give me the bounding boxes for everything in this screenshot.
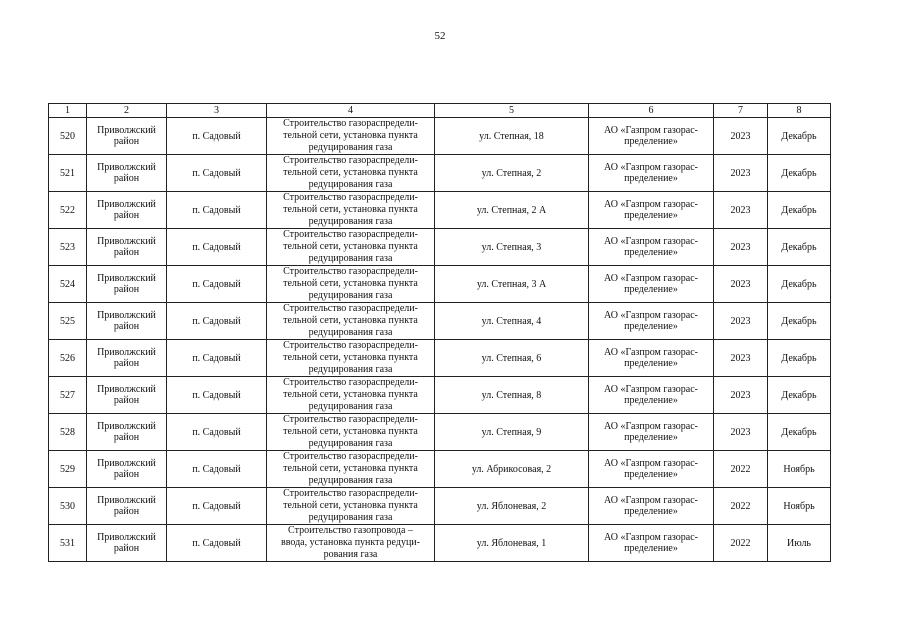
year-cell: 2023 [714, 377, 768, 414]
work-description-cell [267, 266, 435, 303]
year-cell: 2023 [714, 192, 768, 229]
work-description-cell-line: рования газа [323, 549, 378, 560]
district-cell [87, 192, 167, 229]
organization-cell-line: пределение» [624, 395, 678, 406]
address-cell: ул. Степная, 3 [435, 229, 589, 266]
organization-cell-line: пределение» [624, 506, 678, 517]
settlement-cell: п. Садовый [167, 451, 267, 488]
address-cell: ул. Яблоневая, 1 [435, 525, 589, 562]
organization-cell-line: АО «Газпром газорас- [604, 236, 698, 247]
settlement-cell: п. Садовый [167, 414, 267, 451]
work-description-cell-line: редуцирования газа [308, 364, 393, 375]
year-cell: 2023 [714, 155, 768, 192]
row-number-cell: 531 [49, 525, 87, 562]
table-row [49, 229, 831, 266]
work-description-cell [267, 155, 435, 192]
organization-cell-line: пределение» [624, 247, 678, 258]
organization-cell-line: АО «Газпром газорас- [604, 458, 698, 469]
work-description-cell-line: Строительство газораспредели- [283, 192, 418, 203]
month-cell: Декабрь [768, 229, 831, 266]
work-description-cell [267, 414, 435, 451]
organization-cell-line: пределение» [624, 543, 678, 554]
organization-cell [589, 266, 714, 303]
work-description-cell [267, 229, 435, 266]
organization-cell [589, 525, 714, 562]
work-description-cell [267, 377, 435, 414]
month-cell: Июль [768, 525, 831, 562]
organization-cell-line: АО «Газпром газорас- [604, 273, 698, 284]
month-cell: Ноябрь [768, 451, 831, 488]
work-description-cell-line: Строительство газораспредели- [283, 155, 418, 166]
month-cell: Декабрь [768, 192, 831, 229]
settlement-cell: п. Садовый [167, 192, 267, 229]
settlement-cell: п. Садовый [167, 377, 267, 414]
work-description-cell-line: тельной сети, установка пункта [283, 315, 418, 326]
district-cell-line: Приволжский [97, 125, 156, 136]
table-row [49, 155, 831, 192]
column-header: 6 [589, 104, 714, 118]
row-number-cell: 520 [49, 118, 87, 155]
work-description-cell-line: Строительство газораспредели- [283, 118, 418, 129]
district-cell-line: район [113, 395, 140, 406]
year-cell: 2023 [714, 303, 768, 340]
table-row [49, 414, 831, 451]
district-cell-line: район [113, 136, 140, 147]
work-description-cell-line: редуцирования газа [308, 438, 393, 449]
district-cell-line: район [113, 173, 140, 184]
district-cell-line: район [113, 210, 140, 221]
table-header-row [49, 104, 831, 118]
column-header: 2 [87, 104, 167, 118]
organization-cell-line: пределение» [624, 136, 678, 147]
district-cell [87, 118, 167, 155]
row-number-cell: 526 [49, 340, 87, 377]
row-number-cell: 523 [49, 229, 87, 266]
work-description-cell-line: Строительство газораспредели- [283, 340, 418, 351]
address-cell: ул. Степная, 8 [435, 377, 589, 414]
organization-cell [589, 118, 714, 155]
district-cell-line: Приволжский [97, 421, 156, 432]
work-description-cell-line: редуцирования газа [308, 327, 393, 338]
district-cell-line: Приволжский [97, 495, 156, 506]
district-cell-line: район [113, 506, 140, 517]
district-cell [87, 155, 167, 192]
work-description-cell-line: тельной сети, установка пункта [283, 241, 418, 252]
settlement-cell: п. Садовый [167, 488, 267, 525]
address-cell: ул. Абрикосовая, 2 [435, 451, 589, 488]
column-header: 3 [167, 104, 267, 118]
work-description-cell [267, 118, 435, 155]
table-row [49, 377, 831, 414]
district-cell-line: Приволжский [97, 236, 156, 247]
address-cell: ул. Степная, 2 А [435, 192, 589, 229]
district-cell [87, 377, 167, 414]
work-description-cell-line: ввода, установка пункта редуци- [281, 537, 420, 548]
work-description-cell-line: тельной сети, установка пункта [283, 130, 418, 141]
year-cell: 2023 [714, 266, 768, 303]
address-cell: ул. Степная, 9 [435, 414, 589, 451]
row-number-cell: 521 [49, 155, 87, 192]
work-description-cell-line: тельной сети, установка пункта [283, 500, 418, 511]
work-description-cell-line: Строительство газораспредели- [283, 266, 418, 277]
table-row [49, 488, 831, 525]
district-cell [87, 414, 167, 451]
settlement-cell: п. Садовый [167, 525, 267, 562]
address-cell: ул. Степная, 4 [435, 303, 589, 340]
gasification-table [48, 103, 831, 562]
district-cell-line: Приволжский [97, 384, 156, 395]
row-number-cell: 524 [49, 266, 87, 303]
district-cell [87, 340, 167, 377]
row-number-cell: 525 [49, 303, 87, 340]
month-cell: Декабрь [768, 155, 831, 192]
work-description-cell-line: Строительство газопровода – [288, 525, 413, 536]
organization-cell [589, 451, 714, 488]
table-row [49, 192, 831, 229]
district-cell-line: район [113, 358, 140, 369]
organization-cell-line: пределение» [624, 358, 678, 369]
district-cell-line: район [113, 469, 140, 480]
month-cell: Декабрь [768, 377, 831, 414]
work-description-cell-line: тельной сети, установка пункта [283, 352, 418, 363]
work-description-cell-line: редуцирования газа [308, 512, 393, 523]
district-cell [87, 303, 167, 340]
work-description-cell-line: Строительство газораспредели- [283, 229, 418, 240]
column-header: 7 [714, 104, 768, 118]
work-description-cell-line: редуцирования газа [308, 253, 393, 264]
page-number: 52 [434, 30, 446, 42]
district-cell [87, 229, 167, 266]
column-header: 4 [267, 104, 435, 118]
work-description-cell [267, 451, 435, 488]
work-description-cell-line: Строительство газораспредели- [283, 303, 418, 314]
district-cell-line: Приволжский [97, 199, 156, 210]
organization-cell-line: пределение» [624, 432, 678, 443]
year-cell: 2022 [714, 451, 768, 488]
settlement-cell: п. Садовый [167, 118, 267, 155]
work-description-cell-line: Строительство газораспредели- [283, 414, 418, 425]
month-cell: Декабрь [768, 118, 831, 155]
district-cell-line: Приволжский [97, 532, 156, 543]
district-cell [87, 451, 167, 488]
district-cell-line: Приволжский [97, 347, 156, 358]
month-cell: Ноябрь [768, 488, 831, 525]
work-description-cell-line: тельной сети, установка пункта [283, 167, 418, 178]
month-cell: Декабрь [768, 340, 831, 377]
column-header: 5 [435, 104, 589, 118]
table-row [49, 451, 831, 488]
organization-cell [589, 192, 714, 229]
row-number-cell: 522 [49, 192, 87, 229]
district-cell-line: район [113, 321, 140, 332]
row-number-cell: 529 [49, 451, 87, 488]
table-row [49, 266, 831, 303]
district-cell-line: район [113, 543, 140, 554]
table-row [49, 525, 831, 562]
year-cell: 2023 [714, 340, 768, 377]
work-description-cell-line: тельной сети, установка пункта [283, 204, 418, 215]
organization-cell [589, 414, 714, 451]
organization-cell-line: АО «Газпром газорас- [604, 347, 698, 358]
organization-cell-line: АО «Газпром газорас- [604, 421, 698, 432]
address-cell: ул. Степная, 2 [435, 155, 589, 192]
row-number-cell: 527 [49, 377, 87, 414]
organization-cell-line: пределение» [624, 321, 678, 332]
address-cell: ул. Степная, 3 А [435, 266, 589, 303]
district-cell [87, 525, 167, 562]
work-description-cell-line: тельной сети, установка пункта [283, 389, 418, 400]
settlement-cell: п. Садовый [167, 303, 267, 340]
year-cell: 2023 [714, 414, 768, 451]
organization-cell-line: АО «Газпром газорас- [604, 310, 698, 321]
district-cell-line: Приволжский [97, 273, 156, 284]
address-cell: ул. Яблоневая, 2 [435, 488, 589, 525]
organization-cell-line: АО «Газпром газорас- [604, 495, 698, 506]
work-description-cell [267, 488, 435, 525]
row-number-cell: 528 [49, 414, 87, 451]
address-cell: ул. Степная, 18 [435, 118, 589, 155]
work-description-cell-line: Строительство газораспредели- [283, 488, 418, 499]
year-cell: 2023 [714, 118, 768, 155]
month-cell: Декабрь [768, 266, 831, 303]
organization-cell-line: пределение» [624, 210, 678, 221]
work-description-cell-line: Строительство газораспредели- [283, 451, 418, 462]
work-description-cell [267, 303, 435, 340]
organization-cell-line: АО «Газпром газорас- [604, 125, 698, 136]
district-cell-line: район [113, 247, 140, 258]
work-description-cell-line: редуцирования газа [308, 179, 393, 190]
settlement-cell: п. Садовый [167, 266, 267, 303]
organization-cell [589, 488, 714, 525]
work-description-cell-line: тельной сети, установка пункта [283, 278, 418, 289]
work-description-cell [267, 192, 435, 229]
work-description-cell-line: редуцирования газа [308, 142, 393, 153]
year-cell: 2022 [714, 525, 768, 562]
work-description-cell-line: редуцирования газа [308, 216, 393, 227]
work-description-cell-line: редуцирования газа [308, 401, 393, 412]
settlement-cell: п. Садовый [167, 340, 267, 377]
organization-cell [589, 377, 714, 414]
month-cell: Декабрь [768, 414, 831, 451]
district-cell-line: Приволжский [97, 162, 156, 173]
district-cell-line: район [113, 432, 140, 443]
district-cell-line: район [113, 284, 140, 295]
district-cell [87, 488, 167, 525]
table-row [49, 118, 831, 155]
work-description-cell-line: тельной сети, установка пункта [283, 426, 418, 437]
work-description-cell-line: редуцирования газа [308, 290, 393, 301]
organization-cell [589, 229, 714, 266]
district-cell-line: Приволжский [97, 310, 156, 321]
year-cell: 2023 [714, 229, 768, 266]
table-row [49, 340, 831, 377]
work-description-cell-line: Строительство газораспредели- [283, 377, 418, 388]
organization-cell-line: пределение» [624, 284, 678, 295]
column-header: 1 [49, 104, 87, 118]
work-description-cell-line: тельной сети, установка пункта [283, 463, 418, 474]
work-description-cell [267, 340, 435, 377]
organization-cell-line: АО «Газпром газорас- [604, 532, 698, 543]
work-description-cell [267, 525, 435, 562]
column-header: 8 [768, 104, 831, 118]
month-cell: Декабрь [768, 303, 831, 340]
organization-cell [589, 155, 714, 192]
district-cell [87, 266, 167, 303]
table-row [49, 303, 831, 340]
organization-cell-line: пределение» [624, 173, 678, 184]
work-description-cell-line: редуцирования газа [308, 475, 393, 486]
organization-cell [589, 303, 714, 340]
district-cell-line: Приволжский [97, 458, 156, 469]
organization-cell-line: пределение» [624, 469, 678, 480]
organization-cell-line: АО «Газпром газорас- [604, 199, 698, 210]
organization-cell-line: АО «Газпром газорас- [604, 162, 698, 173]
settlement-cell: п. Садовый [167, 229, 267, 266]
settlement-cell: п. Садовый [167, 155, 267, 192]
year-cell: 2022 [714, 488, 768, 525]
row-number-cell: 530 [49, 488, 87, 525]
organization-cell [589, 340, 714, 377]
organization-cell-line: АО «Газпром газорас- [604, 384, 698, 395]
address-cell: ул. Степная, 6 [435, 340, 589, 377]
table-body [49, 118, 831, 562]
